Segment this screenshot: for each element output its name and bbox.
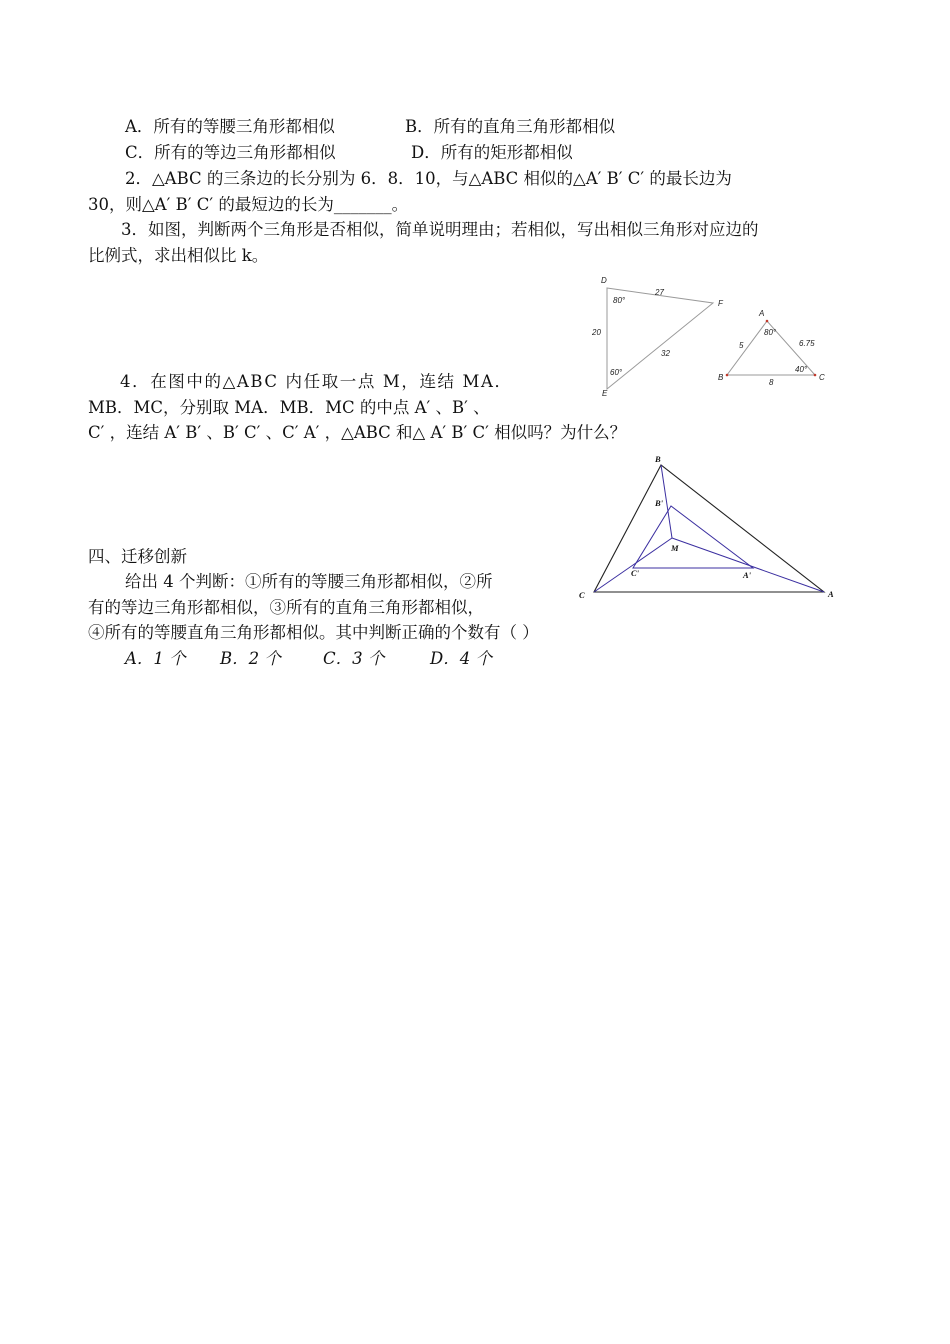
label-c-small: C (819, 373, 825, 382)
section-heading: 四、迁移创新 (88, 547, 187, 566)
q1-option-b: B．所有的直角三角形都相似 (405, 117, 616, 136)
q4-line-1: 4．在图中的△ABC 内任取一点 M，连结 MA． (120, 372, 513, 391)
q2-line-2: 30，则△A′ B′ C′ 的最短边的长为_______。 (88, 195, 409, 214)
side-bc-small: 8 (769, 378, 774, 387)
triangle-def (591, 276, 724, 398)
label-e: E (602, 389, 608, 398)
q1-option-d: D．所有的矩形都相似 (411, 143, 573, 162)
side-ab-small: 5 (739, 341, 744, 350)
section4-line-3: ④所有的等腰直角三角形都相似。其中判断正确的个数有（ ） (88, 623, 539, 642)
section4-option-a: A．1 个 (125, 649, 186, 668)
label-a-small: A (759, 309, 765, 318)
angle-c-small: 40° (795, 365, 808, 374)
midpoint-triangle-figure (572, 450, 847, 605)
q1-option-a: A．所有的等腰三角形都相似 (125, 117, 335, 136)
label-m: M (671, 543, 679, 553)
q3-line-1: 3．如图，判断两个三角形是否相似，简单说明理由；若相似，写出相似三角形对应边的 (121, 220, 759, 239)
section4-option-b: B．2 个 (220, 649, 281, 668)
section4-option-c: C．3 个 (323, 649, 385, 668)
side-ef: 32 (661, 349, 670, 358)
side-ac-small: 6.75 (799, 339, 815, 348)
label-d: D (601, 276, 607, 285)
q1-option-c: C．所有的等边三角形都相似 (125, 143, 336, 162)
side-df: 27 (655, 288, 664, 297)
label-b-prime: B' (655, 498, 664, 508)
q4-line-2: MB．MC，分别取 MA．MB．MC 的中点 A′ 、B′ 、 (88, 398, 490, 417)
label-c-prime: C' (631, 568, 640, 578)
label-b-small: B (718, 373, 724, 382)
q2-line-1: 2．△ABC 的三条边的长分别为 6．8．10，与△ABC 相似的△A′ B′ C′ 的最长边为 (125, 169, 732, 188)
label-c: C (579, 590, 585, 600)
similar-triangles-figure (585, 272, 840, 402)
label-f: F (718, 299, 723, 308)
section4-option-d: D．4 个 (430, 649, 492, 668)
label-b: B (655, 454, 661, 464)
side-de: 20 (592, 328, 601, 337)
angle-e: 60° (610, 368, 623, 377)
section4-line-2: 有的等边三角形都相似，③所有的直角三角形都相似， (88, 598, 484, 617)
triangle-abc-small (718, 309, 825, 387)
section4-line-1: 给出 4 个判断：①所有的等腰三角形都相似，②所 (125, 572, 493, 591)
q4-line-3: C′ ，连结 A′ B′ 、B′ C′ 、C′ A′ ，△ABC 和△ A′ B′ C′ 相似吗？为什么？ (88, 423, 627, 442)
label-a-prime: A' (743, 570, 752, 580)
label-a: A (828, 589, 834, 599)
angle-d: 80° (613, 296, 626, 305)
angle-a-small: 80° (764, 328, 777, 337)
q3-line-2: 比例式，求出相似比 k。 (88, 246, 269, 265)
